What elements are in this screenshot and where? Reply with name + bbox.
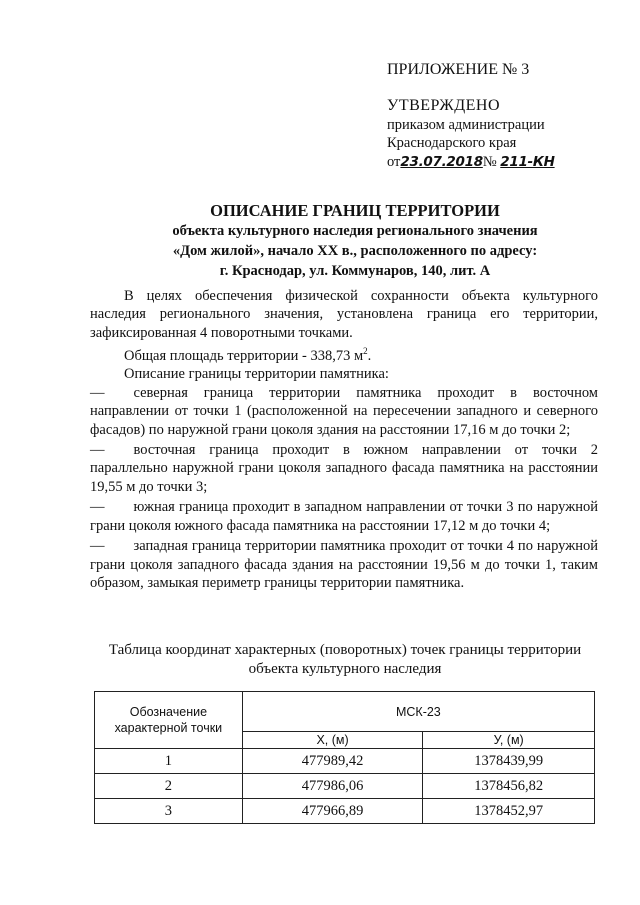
table-header-row	[95, 692, 595, 732]
paragraph-area	[90, 342, 598, 365]
handwritten-date: 23.07.2018	[400, 154, 483, 170]
header-y: У, (м)	[423, 732, 595, 749]
body-text	[90, 287, 598, 592]
area-suffix: .	[367, 348, 372, 365]
number-prefix: №	[482, 154, 497, 170]
cell-x: 477986,06	[242, 774, 423, 799]
area-superscript: 2	[363, 346, 368, 357]
appendix-label: ПРИЛОЖЕНИЕ № 3	[387, 61, 530, 78]
boundary-north: — северная граница территории памятника проходит в восточном направлении от точки 1 (расположенной на пересечении западного и северного фасадов) по наружной грани цоколя здания на расстоянии 17,16 м до точки 2;	[90, 384, 598, 438]
header-system: МСК-23	[242, 692, 594, 732]
cell-y: 1378439,99	[423, 749, 595, 774]
table-caption-line-2: объекта культурного наследия	[248, 661, 442, 677]
table-caption	[90, 641, 600, 679]
approval-stamp	[387, 60, 617, 172]
cell-y: 1378452,97	[423, 799, 595, 824]
cell-x: 477966,89	[242, 799, 423, 824]
date-prefix: от	[387, 154, 401, 170]
title-main: ОПИСАНИЕ ГРАНИЦ ТЕРРИТОРИИ	[210, 201, 500, 220]
table-row	[95, 774, 595, 799]
paragraph-description-heading: Описание границы территории памятника:	[124, 366, 389, 383]
header-x: X, (м)	[242, 732, 423, 749]
approval-line-2: Краснодарского края	[387, 135, 517, 151]
document-title	[80, 200, 630, 281]
title-line-1: объекта культурного наследия регионального значения	[172, 223, 538, 239]
title-line-2: «Дом жилой», начало XX в., расположенного по адресу:	[172, 243, 538, 259]
handwritten-number: 211-КН	[500, 154, 555, 170]
table-row	[95, 799, 595, 824]
cell-point: 3	[95, 799, 243, 824]
title-line-3: г. Краснодар, ул. Коммунаров, 140, лит. А	[219, 263, 491, 279]
approval-date-line	[387, 152, 617, 172]
cell-x: 477989,42	[242, 749, 423, 774]
paragraph-intro: В целях обеспечения физической сохранности объекта культурного наследия регионального значения, установлена граница его территории, зафиксированная 4 поворотными точками.	[90, 288, 598, 341]
boundary-west: — западная граница территории памятника проходит от точки 4 по наружной грани цоколя западного фасада здания на расстоянии 19,56 м до точки 1, таким образом, замыкая периметр границы территории памятника.	[90, 538, 598, 591]
area-text: Общая площадь территории - 338,73 м	[124, 348, 364, 365]
cell-y: 1378456,82	[423, 774, 595, 799]
table-caption-line-1: Таблица координат характерных (поворотных) точек границы территории	[108, 642, 582, 658]
cell-point: 2	[95, 774, 243, 799]
boundary-south: — южная граница проходит в западном направлении от точки 3 по наружной грани цоколя южного фасада памятника на расстоянии 17,12 м до точки 4;	[90, 499, 598, 534]
approval-line-1: приказом администрации	[387, 117, 545, 133]
table-row	[95, 749, 595, 774]
boundary-east: — восточная граница проходит в южном направлении от точки 2 параллельно наружной грани цоколя западного фасада памятника на расстоянии 19,55 м до точки 3;	[90, 442, 598, 495]
coordinates-table	[94, 691, 595, 824]
header-point: Обозначение характерной точки	[95, 692, 243, 749]
cell-point: 1	[95, 749, 243, 774]
approved-label: УТВЕРЖДЕНО	[387, 97, 501, 114]
